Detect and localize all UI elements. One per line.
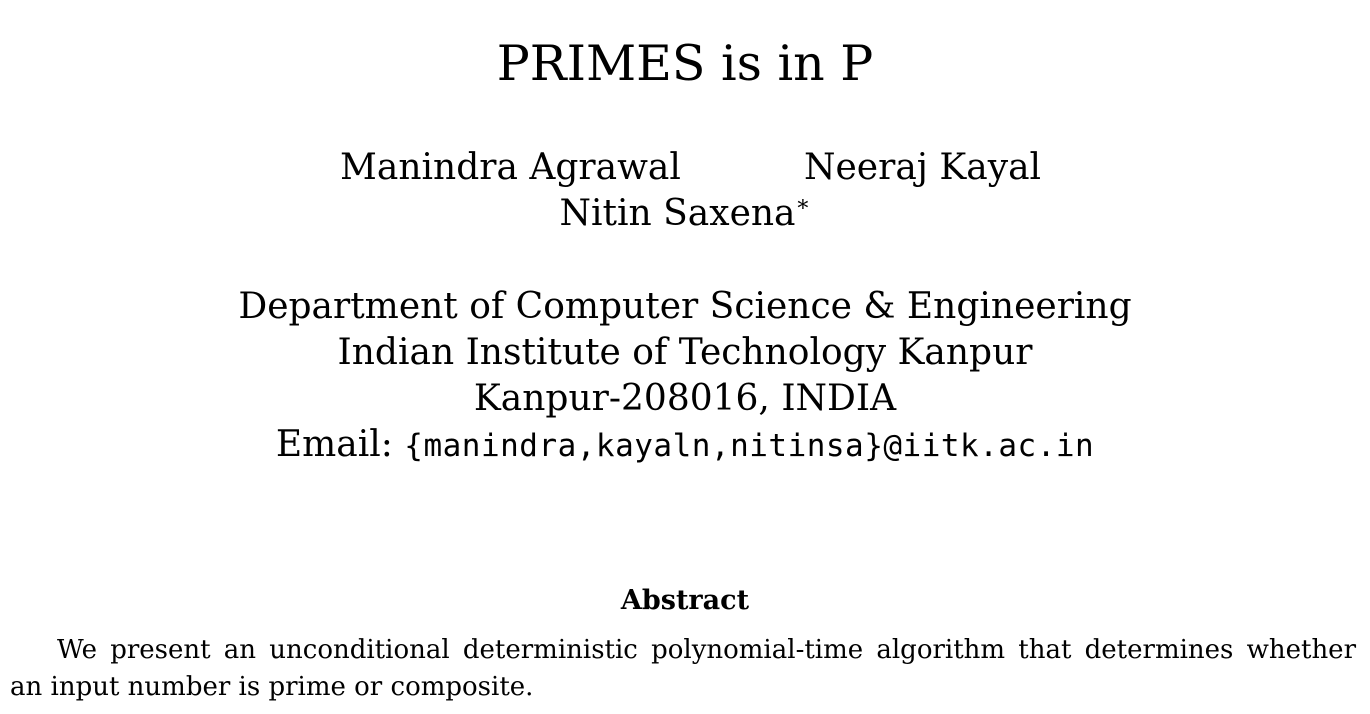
abstract-line-1: We present an unconditional deterministic polynomial-time algorithm that determines whether [57, 635, 1356, 665]
authors-row [0, 146, 1370, 190]
affiliation-city: Kanpur-208016, INDIA [473, 378, 897, 419]
affiliation-department: Department of Computer Science & Engineering [238, 286, 1132, 327]
affiliation-institute: Indian Institute of Technology Kanpur [337, 332, 1033, 373]
affiliation-email [0, 422, 1370, 469]
author-nitin-saxena: Nitin Saxena [559, 193, 796, 234]
abstract-line-2: an input number is prime or composite. [10, 672, 534, 702]
author-manindra-agrawal: Manindra Agrawal [340, 147, 681, 188]
abstract-heading: Abstract [620, 585, 750, 616]
author-neeraj-kayal: Neeraj Kayal [804, 147, 1042, 188]
email-label: Email: [275, 424, 405, 465]
email-address[interactable]: {manindra,kayaln,nitinsa}@iitk.ac.in [404, 428, 1095, 464]
author-row-2 [0, 192, 1370, 236]
footnote-mark[interactable]: ∗ [795, 192, 811, 217]
abstract-body [10, 632, 1356, 706]
paper-title: PRIMES is in P [496, 35, 874, 92]
